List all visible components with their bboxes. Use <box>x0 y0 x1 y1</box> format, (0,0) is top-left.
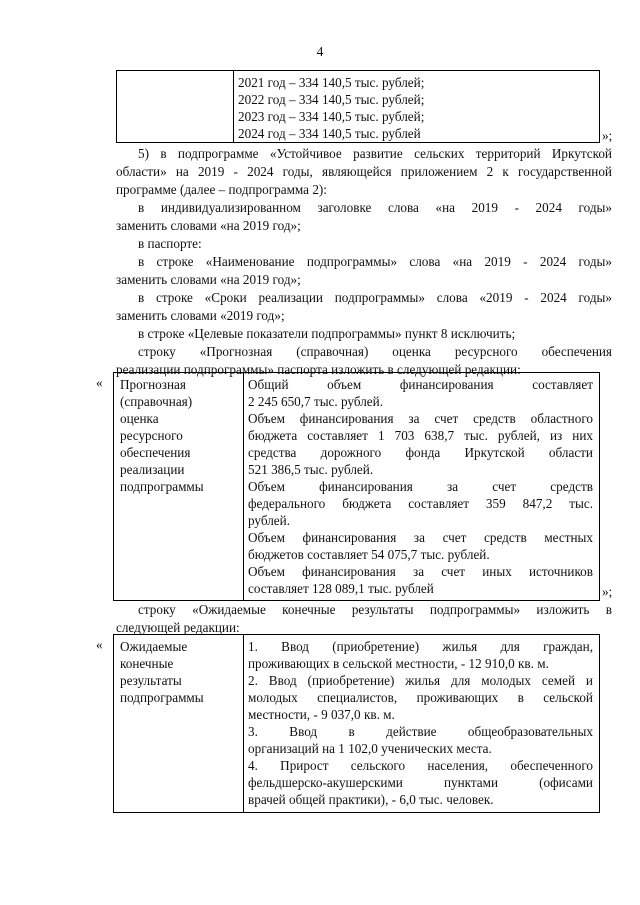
content-line: Объем финансирования за счет средств областного <box>248 411 593 426</box>
label-line: ресурсного <box>120 428 183 443</box>
label-line: подпрограммы <box>120 479 204 494</box>
paragraph-line: в строке «Сроки реализации подпрограммы» слова «2019 - 2024 годы» <box>138 290 612 305</box>
content-line: Объем финансирования за счет средств <box>248 479 593 494</box>
content-line: фельдшерско-акушерскими пунктами (офисами <box>248 775 593 790</box>
label-line: подпрограммы <box>120 690 204 705</box>
closing-quote: »; <box>602 128 613 143</box>
year-line: 2024 год – 334 140,5 тыс. рублей <box>238 126 421 141</box>
results-table <box>113 634 600 813</box>
paragraph-line: заменить словами «на 2019 год»; <box>116 218 301 233</box>
label-line: оценка <box>120 411 159 426</box>
paragraph-line: в индивидуализированном заголовке слова «на 2019 - 2024 годы» <box>138 200 612 215</box>
paragraph-line: строку «Прогнозная (справочная) оценка ресурсного обеспечения <box>138 344 612 359</box>
content-line: средства дорожного фонда Иркутской области <box>248 445 593 460</box>
year-line: 2023 год – 334 140,5 тыс. рублей; <box>238 109 425 124</box>
label-line: Ожидаемые <box>120 639 188 654</box>
label-line: Прогнозная <box>120 377 186 392</box>
content-line: Объем финансирования за счет средств местных <box>248 530 593 545</box>
financing-years-table <box>116 70 600 143</box>
content-line: Объем финансирования за счет иных источников <box>248 564 593 579</box>
paragraph-line: следующей редакции: <box>116 620 240 635</box>
year-line: 2021 год – 334 140,5 тыс. рублей; <box>238 75 425 90</box>
content-line: врачей общей практики), - 6,0 тыс. человек. <box>248 792 494 807</box>
opening-quote: « <box>96 637 103 652</box>
content-line: 3. Ввод в действие общеобразовательных <box>248 724 593 739</box>
paragraph-line: реализации подпрограммы» паспорта изложить в следующей редакции: <box>116 362 521 377</box>
label-line: (справочная) <box>120 394 193 409</box>
forecast-table <box>113 372 600 601</box>
forecast-content-cell <box>244 373 600 601</box>
paragraph-line: заменить словами «на 2019 год»; <box>116 272 301 287</box>
content-line: молодых специалистов, проживающих в сельской <box>248 690 593 705</box>
content-line: федерального бюджета составляет 359 847,2 тыс. <box>248 496 593 511</box>
content-line: организаций на 1 102,0 ученических места. <box>248 741 492 756</box>
content-line: бюджетов составляет 54 075,7 тыс. рублей. <box>248 547 490 562</box>
closing-quote: »; <box>602 584 613 599</box>
years-cell <box>234 71 600 143</box>
paragraph-line: программе (далее – подпрограмма 2): <box>116 182 327 197</box>
forecast-label-cell <box>114 373 244 601</box>
paragraph-line: заменить словами «2019 год»; <box>116 308 285 323</box>
paragraph-line: в строке «Целевые показатели подпрограммы» пункт 8 исключить; <box>138 326 516 341</box>
results-label-cell <box>114 635 244 813</box>
content-line: составляет 128 089,1 тыс. рублей <box>248 581 434 596</box>
content-line: 1. Ввод (приобретение) жилья для граждан, <box>248 639 593 654</box>
content-line: 4. Прирост сельского населения, обеспеченного <box>248 758 593 773</box>
content-line: проживающих в сельской местности, - 12 910,0 кв. м. <box>248 656 549 671</box>
content-line: 521 386,5 тыс. рублей. <box>248 462 374 477</box>
label-line: результаты <box>120 673 182 688</box>
paragraph-line: в паспорте: <box>138 236 202 251</box>
label-line: реализации <box>120 462 185 477</box>
page-number: 4 <box>316 44 324 59</box>
paragraph-line: строку «Ожидаемые конечные результаты подпрограммы» изложить в <box>138 602 612 617</box>
content-line: рублей. <box>248 513 291 528</box>
paragraph-line: в строке «Наименование подпрограммы» слова «на 2019 - 2024 годы» <box>138 254 612 269</box>
content-line: бюджета составляет 1 703 638,7 тыс. рублей, из них <box>248 428 593 443</box>
content-line: Общий объем финансирования составляет <box>248 377 593 392</box>
content-line: 2 245 650,7 тыс. рублей. <box>248 394 384 409</box>
paragraph-line: области» на 2019 - 2024 годы, являющейся приложением 2 к государственной <box>116 164 612 179</box>
empty-label-cell <box>117 71 234 143</box>
opening-quote: « <box>96 375 103 390</box>
paragraph-line: 5) в подпрограмме «Устойчивое развитие сельских территорий Иркутской <box>138 146 612 161</box>
year-line: 2022 год – 334 140,5 тыс. рублей; <box>238 92 425 107</box>
label-line: конечные <box>120 656 174 671</box>
content-line: 2. Ввод (приобретение) жилья для молодых семей и <box>248 673 593 688</box>
label-line: обеспечения <box>120 445 191 460</box>
content-line: местности, - 9 037,0 кв. м. <box>248 707 395 722</box>
results-content-cell <box>244 635 600 813</box>
